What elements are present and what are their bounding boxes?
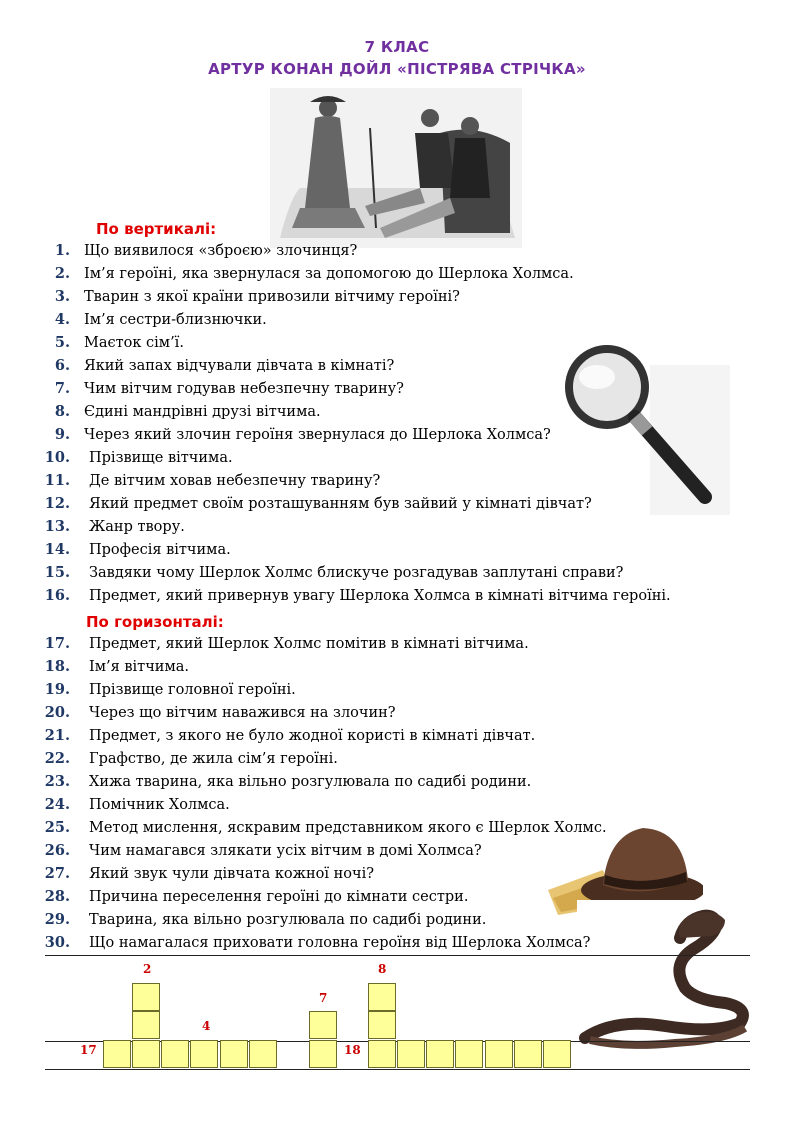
clue-row <box>0 401 700 423</box>
clue-row-text: Хижа тварина, яка вільно розгулювала по садибі родини. <box>89 774 532 790</box>
clue-row-text: Через що вітчим наважився на злочин? <box>89 705 396 721</box>
clue-row <box>0 656 700 678</box>
clue-row-text: Предмет, з якого не було жодної користі в кімнаті дівчат. <box>89 728 536 744</box>
clue-row-number: 21. <box>44 727 70 744</box>
crossword-cell[interactable] <box>249 1040 277 1068</box>
clue-row-number: 17. <box>44 635 70 652</box>
crossword-cell[interactable] <box>455 1040 483 1068</box>
clue-row-number: 7. <box>54 380 70 397</box>
clue-row-text: Предмет, який Шерлок Холмс помітив в кімнаті вітчима. <box>89 636 529 652</box>
vertical-heading: По вертикалі: <box>96 220 217 238</box>
clue-row-number: 23. <box>44 773 70 790</box>
crossword-cell[interactable] <box>368 1011 396 1039</box>
grid-bottom-line <box>45 1069 750 1070</box>
clue-row <box>0 286 700 308</box>
grade-title: 7 КЛАС <box>364 38 430 56</box>
clue-row-number: 28. <box>44 888 70 905</box>
clue-row-text: Професія вітчима. <box>89 542 231 558</box>
clue-row <box>0 562 700 584</box>
clue-row-number: 30. <box>44 934 70 951</box>
clue-number: 8 <box>378 962 387 976</box>
clue-row <box>0 817 700 839</box>
clue-row-text: Маєток сім’ї. <box>84 335 184 351</box>
crossword-cell[interactable] <box>368 983 396 1011</box>
clue-row-text: Ім’я вітчима. <box>89 659 189 675</box>
clue-row-text: Предмет, який привернув увагу Шерлока Холмса в кімнаті вітчима героїні. <box>89 588 671 604</box>
clue-row <box>0 771 700 793</box>
crossword-cell[interactable] <box>485 1040 513 1068</box>
holmes-illustration <box>270 88 522 248</box>
clue-row-text: Помічник Холмса. <box>89 797 230 813</box>
crossword-cell[interactable] <box>543 1040 571 1068</box>
clue-row <box>0 863 700 885</box>
clue-number: 18 <box>344 1043 361 1057</box>
clue-row-text: Ім’я сестри-близнючки. <box>84 312 267 328</box>
clue-row-number: 16. <box>44 587 70 604</box>
clue-number: 17 <box>80 1043 97 1057</box>
crossword-cell[interactable] <box>132 983 160 1011</box>
clue-row-text: Який запах відчували дівчата в кімнаті? <box>84 358 395 374</box>
clue-row <box>0 702 700 724</box>
clue-row <box>0 309 700 331</box>
clue-row <box>0 909 700 931</box>
clue-row-text: Який звук чули дівчата кожної ночі? <box>89 866 374 882</box>
page-title: АРТУР КОНАН ДОЙЛ «ПІСТРЯВА СТРІЧКА» <box>208 60 586 78</box>
clue-row-number: 5. <box>54 334 70 351</box>
clue-row <box>0 424 700 446</box>
clue-row-text: Причина переселення героїні до кімнати сестри. <box>89 889 469 905</box>
clue-row-number: 25. <box>44 819 70 836</box>
clue-row-number: 12. <box>44 495 70 512</box>
clue-row-number: 9. <box>54 426 70 443</box>
clue-row-text: Який предмет своїм розташуванням був зайвий у кімнаті дівчат? <box>89 496 592 512</box>
clue-row <box>0 585 700 607</box>
crossword-cell[interactable] <box>309 1011 337 1039</box>
clue-row <box>0 725 700 747</box>
clue-row-number: 18. <box>44 658 70 675</box>
clue-row <box>0 240 700 262</box>
clue-row <box>0 886 700 908</box>
clue-row-number: 19. <box>44 681 70 698</box>
clue-row-number: 8. <box>54 403 70 420</box>
clue-number: 4 <box>202 1019 211 1033</box>
clue-row-text: Тварин з якої країни привозили вітчиму героїні? <box>84 289 460 305</box>
clue-row-text: Прізвище вітчима. <box>89 450 233 466</box>
clue-row-text: Через який злочин героїня звернулася до Шерлока Холмса? <box>84 427 551 443</box>
clue-row <box>0 470 700 492</box>
clue-row-number: 14. <box>44 541 70 558</box>
clue-row-text: Що намагалася приховати головна героїня від Шерлока Холмса? <box>89 935 591 951</box>
clue-row-text: Чим вітчим годував небезпечну тварину? <box>84 381 404 397</box>
clue-row <box>0 932 700 954</box>
clue-row-text: Метод мислення, яскравим представником якого є Шерлок Холмс. <box>89 820 607 836</box>
crossword-cell[interactable] <box>132 1040 160 1068</box>
crossword-cell[interactable] <box>514 1040 542 1068</box>
crossword-cell[interactable] <box>309 1040 337 1068</box>
clue-row-text: Ім’я героїні, яка звернулася за допомогою до Шерлока Холмса. <box>84 266 574 282</box>
clue-row <box>0 493 700 515</box>
clue-row-number: 3. <box>54 288 70 305</box>
clue-number: 2 <box>143 962 152 976</box>
clue-row <box>0 355 700 377</box>
clue-row-text: Жанр твору. <box>89 519 185 535</box>
clue-row-number: 1. <box>54 242 70 259</box>
clue-row-number: 27. <box>44 865 70 882</box>
clue-row <box>0 332 700 354</box>
crossword-cell[interactable] <box>190 1040 218 1068</box>
clue-row-number: 15. <box>44 564 70 581</box>
clue-row <box>0 516 700 538</box>
clue-row-number: 22. <box>44 750 70 767</box>
crossword-cell[interactable] <box>220 1040 248 1068</box>
clue-row-number: 10. <box>44 449 70 466</box>
clue-row-text: Тварина, яка вільно розгулювала по садибі родини. <box>89 912 487 928</box>
crossword-cell[interactable] <box>103 1040 131 1068</box>
clue-row-number: 11. <box>44 472 70 489</box>
clue-row-number: 13. <box>44 518 70 535</box>
clue-row <box>0 679 700 701</box>
clue-row-text: Де вітчим ховав небезпечну тварину? <box>89 473 381 489</box>
clue-row-text: Прізвище головної героїні. <box>89 682 296 698</box>
clue-row-text: Графство, де жила сім’я героїні. <box>89 751 338 767</box>
clue-row-number: 2. <box>54 265 70 282</box>
clue-row <box>0 794 700 816</box>
horizontal-heading: По горизонталі: <box>86 613 224 631</box>
clue-row-text: Єдині мандрівні друзі вітчима. <box>84 404 321 420</box>
clue-row <box>0 748 700 770</box>
clue-row <box>0 840 700 862</box>
crossword-cell[interactable] <box>426 1040 454 1068</box>
clue-number: 7 <box>319 991 328 1005</box>
clue-row-text: Завдяки чому Шерлок Холмс блискуче розгадував заплутані справи? <box>89 565 624 581</box>
clue-row <box>0 447 700 469</box>
clue-row <box>0 263 700 285</box>
clue-row-number: 29. <box>44 911 70 928</box>
clue-row-number: 4. <box>54 311 70 328</box>
clue-row <box>0 378 700 400</box>
grid-top-line <box>45 955 750 956</box>
clue-row <box>0 539 700 561</box>
clue-row-text: Що виявилося «зброєю» злочинця? <box>84 243 358 259</box>
crossword-cell[interactable] <box>132 1011 160 1039</box>
clue-row-number: 6. <box>54 357 70 374</box>
clue-row <box>0 633 700 655</box>
clue-row-text: Чим намагався злякати усіх вітчим в домі Холмса? <box>89 843 482 859</box>
clue-row-number: 26. <box>44 842 70 859</box>
crossword-cell[interactable] <box>397 1040 425 1068</box>
clue-row-number: 24. <box>44 796 70 813</box>
clue-row-number: 20. <box>44 704 70 721</box>
crossword-cell[interactable] <box>368 1040 396 1068</box>
crossword-cell[interactable] <box>161 1040 189 1068</box>
